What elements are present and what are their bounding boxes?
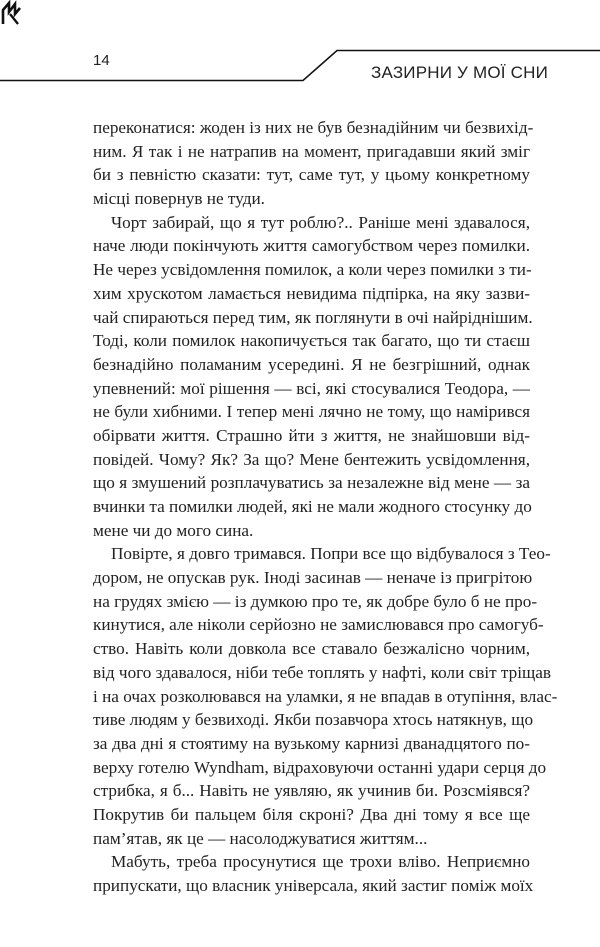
publisher-logo-icon — [0, 0, 22, 26]
text-line: Не через усвідомлення помилок, а коли через помилки з ти- — [93, 260, 532, 280]
text-line: припускати, що власник універсала, який застиг поміж моїх — [93, 876, 534, 895]
paragraph — [93, 542, 558, 850]
paragraph — [93, 850, 534, 897]
header-rule — [0, 0, 600, 100]
text-line: від чого здавалося, ніби тебе топлять у нафті, коли світ тріщав — [93, 662, 551, 682]
text-line: ство. Навіть коли довкола все ставало безжалісно чорним, — [93, 639, 530, 659]
text-line: верху готелю Wyndham, відраховуючи останні удари серця до — [93, 757, 547, 777]
text-line: Чорт забирай, що я тут роблю?.. Раніше мені здавалося, — [111, 212, 530, 232]
text-line: переконатися: жоден із них не був безнадійним чи безвихід- — [93, 118, 534, 137]
text-line: місці повернув не туди. — [93, 189, 265, 209]
text-line: кинутися, але ніколи серйозно не замислювався про самогуб- — [93, 615, 544, 635]
text-line: ним. Я так і не натрапив на момент, пригадавши який зміг — [93, 141, 530, 161]
text-line: дором, не опускав рук. Іноді засинав — неначе із пригрітою — [93, 568, 533, 588]
text-line: не були хибними. І тепер мені лячно не тому, що намірився — [93, 402, 530, 422]
text-line: обірвати життя. Страшно йти з життя, не знайшовши від- — [93, 425, 530, 445]
page-number: 14 — [93, 52, 110, 69]
text-line: тиве людям у безвиході. Якби позавчора хтось натякнув, що — [93, 710, 534, 730]
text-line: і на очах розколювався на уламки, я не впадав в отупіння, влас- — [93, 686, 558, 706]
text-line: на грудях змією — із думкою про те, як добре було б не про- — [93, 591, 538, 611]
body-text — [93, 116, 558, 898]
text-line: хим хрускотом ламається невидима підпірка, на яку зазви- — [93, 283, 530, 303]
text-line: би з певністю сказати: тут, саме тут, у цьому конкретному — [93, 165, 530, 185]
text-line: упевнений: мої рішення — всі, які стосувалися Теодора, — — [93, 378, 530, 398]
text-line: стрибка, я б... Навіть не уявляю, як учинив би. Розсміявся? — [93, 781, 530, 801]
text-line: вчинки та помилки людей, які не мали жодного стосунку до — [93, 497, 532, 516]
text-line: Повірте, я довго тримався. Попри все що відбувалося з Тео- — [111, 544, 551, 564]
text-line: що я змушений розплачуватись за незалежне від мене — за — [93, 473, 530, 493]
text-line: мене чи до мого сина. — [93, 520, 254, 540]
text-line: чай спираються перед тим, як поглянути в очі найріднішим. — [93, 307, 533, 327]
text-line: пам’ятав, як це — насолоджуватися життям... — [93, 828, 428, 848]
text-line: Покрутив би пальцем біля скроні? Два дні тому я все ще — [93, 804, 530, 824]
text-line: Мабуть, треба просунутися ще трохи вліво. Неприємно — [111, 852, 530, 872]
text-line: повідей. Чому? Як? За що? Мене бентежить усвідомлення, — [93, 449, 530, 469]
running-header — [0, 0, 600, 100]
text-line: наче люди покінчують життя самогубством через помилки. — [93, 236, 530, 256]
paragraph — [93, 211, 533, 543]
text-line: безнадійно поламаним усередині. Я не безгрішний, однак — [93, 354, 530, 374]
paragraph — [93, 116, 534, 211]
running-title: ЗАЗИРНИ У МОЇ СНИ — [371, 63, 548, 82]
text-line: Тоді, коли помилок накопичується так багато, що ти стаєш — [93, 331, 530, 351]
text-line: за два дні я стоятиму на вузькому карнизі дванадцятого по- — [93, 733, 530, 753]
